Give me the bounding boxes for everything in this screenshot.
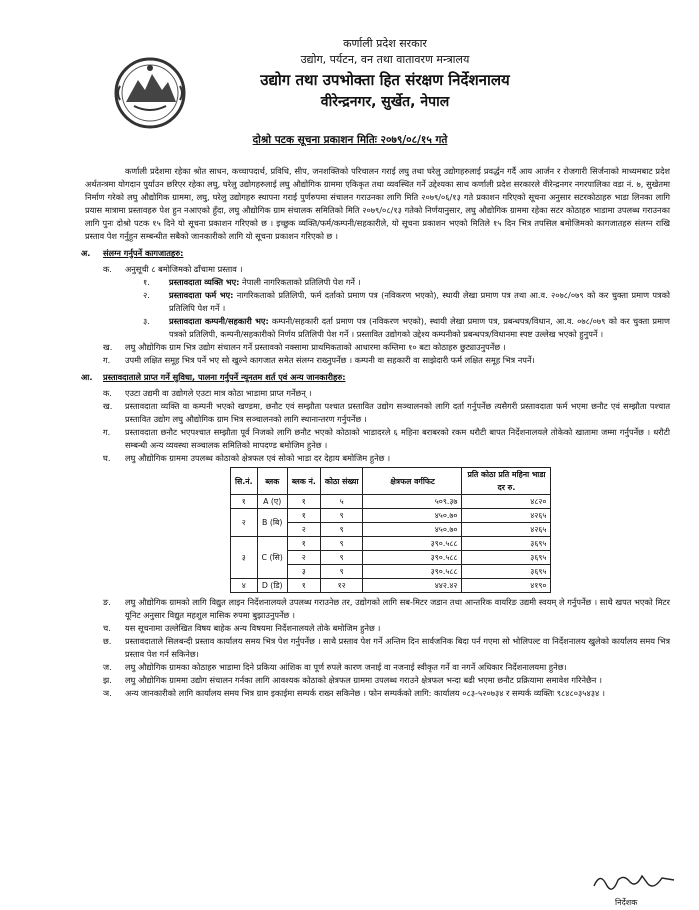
- list-item: [85, 674, 670, 687]
- sub-item-text: नेपाली नागरिकताको प्रतिलिपी पेश गर्ने ।: [239, 277, 361, 287]
- table-cell: C (सि): [257, 537, 287, 579]
- list-item: [85, 687, 670, 700]
- item-text: लघु औद्योगिक ग्राम भित्र उद्योग संचालन गर्ने प्रस्तावको नक्सामा प्राथमिकताको आधारमा कम्तिमा १० बटा कोठाहरु छुट्याउनुपर्नेछ ।: [125, 342, 506, 352]
- sub-item-number: ३.: [143, 316, 150, 326]
- sub-item: [143, 315, 670, 341]
- item-letter: ज.: [103, 662, 112, 672]
- list-item: [85, 635, 670, 661]
- notice-body: [81, 165, 670, 700]
- section-a-label: अ.: [81, 248, 91, 258]
- sub-item-bold: प्रस्तावदाता व्यक्ति भए:: [169, 277, 240, 287]
- item-text: लघु औद्योगिक ग्रामका कोठाहरु भाडामा दिने प्रकिया आंशिक वा पूर्ण रुपले कारण जनाई वा नजनाई स्वीकृत गर्ने वा नगर्ने अधिकार निर्देशनालयमा हुनेछ।: [125, 662, 567, 672]
- list-item: [85, 387, 670, 400]
- table-cell: ४५०.७०: [363, 509, 462, 523]
- item-letter: घ.: [103, 453, 111, 463]
- sub-item-bold: प्रस्तावदाता कम्पनी/सहकारी भए:: [169, 316, 269, 326]
- table-cell: २: [287, 523, 320, 537]
- sub-item: [143, 276, 670, 289]
- item-text: अन्य जानकारीको लागि कार्यालय समय भित्र ग्राम इकाईमा सम्पर्क राख्न सकिनेछ । फोन सम्पर्कको लागि: कार्यालय ०८३-५२०७३४ र सम्पर्क व्यक्तिः ९८४८०३५४३४ ।: [125, 688, 605, 698]
- item-text: एउटा उद्यमी वा उद्योगले एउटा मात्र कोठा भाडामा प्राप्त गर्नेछन् ।: [125, 388, 312, 398]
- item-letter: ङ.: [103, 597, 111, 607]
- section-b-label: आ.: [81, 372, 93, 382]
- list-item: [85, 622, 670, 635]
- item-letter: छ.: [103, 636, 112, 646]
- section-b-heading: [81, 371, 670, 384]
- nepal-emblem-icon: [112, 56, 188, 130]
- table-cell: १२: [320, 579, 363, 593]
- sub-item-text: कम्पनी/सहकारी दर्ता प्रमाण पत्र (नविकरण भएको), स्थायी लेखा प्रमाण पत्र, प्रबन्धपत्र/विधान, आ.व. ०७८/०७९ को कर चुक्ता प्रमाण पत्रको प्रतिलिपी, कम्पनी/सहकारीको निर्णय प्रतिलिपी पेश गर्ने । प्रस्तावित उद्योगको उद्देश्य कम्पनीको प्रबन्धपत्र/विधानमा स्पष्ट उल्लेख भएको हुनुपर्ने ।: [169, 316, 670, 339]
- office-address: वीरेन्द्रनगर, सुर्खेत, नेपाल: [320, 94, 450, 110]
- table-cell: ३६९५: [462, 565, 551, 579]
- table-row: [231, 509, 551, 523]
- table-cell: ४१९०: [462, 579, 551, 593]
- sub-item-number: २.: [143, 290, 150, 300]
- table-cell: ४८२०: [462, 495, 551, 509]
- item-text: उपमी लक्षित समूह भित्र पर्ने भए सो खुल्ने कागजात समेत संलग्न राख्नुपर्नेछ । कम्पनी वा सहकारी वा साझेदारी फर्म लक्षित समूह भित्र नपर्ने।: [125, 355, 535, 365]
- rate-table: [230, 467, 551, 593]
- sub-item-number: १.: [143, 277, 150, 287]
- table-header: ब्लक: [257, 468, 287, 495]
- ministry-name: उद्योग, पर्यटन, वन तथा वातावरण मन्त्रालय: [300, 53, 470, 66]
- table-cell: ४४२.४२: [363, 579, 462, 593]
- section-a-heading: [81, 247, 670, 260]
- table-cell: ९: [320, 551, 363, 565]
- list-item: [85, 354, 670, 367]
- list-item: [85, 426, 670, 452]
- table-cell: ९: [320, 509, 363, 523]
- item-text: यस सूचनामा उल्लेखित विषय बाहेक अन्य विषयमा निर्देशनालयले तोके बमोजिम हुनेछ ।: [125, 623, 381, 633]
- table-header: क्षेत्रफल वर्गफिट: [363, 468, 462, 495]
- item-letter: ख.: [103, 342, 113, 352]
- table-row: [231, 495, 551, 509]
- item-letter: ख.: [103, 401, 113, 411]
- item-text: लघु औद्योगिक ग्राममा उद्योग संचालन गर्नका लागि आवश्यक कोठाको क्षेत्रफल ग्राममा उपलब्ध गराउने क्षेत्रफल भन्दा बढी भएमा छनौट प्रक्रियामा समावेश गरिनेछैन ।: [125, 675, 602, 685]
- table-cell: ३: [287, 565, 320, 579]
- intro-paragraph: कर्णाली प्रदेशमा रहेका श्रोत साधन, कच्चापदार्थ, प्रविधि, सीप, जनशक्तिको परिचालन गराई लघु तथा घरेलु उद्योगहरुलाई प्रवर्द्धन गर्दै आय आर्जन र रोजगारी सिर्जनाको माध्यमबाट प्रदेश अर्थतन्त्रमा योगदान पुर्याउन छरिएर रहेका लघु, घरेलु उद्योगहरुलाई लघु औद्योगिक ग्राममा एकिकृत तथा व्यवस्थित गर्ने उद्देश्यका साथ कर्णाली प्रदेश सरकारले वीरेन्द्रनगर नगरपालिका वडा नं. ७, सुखेतमा निर्माण गरेको लघु औद्योगिक ग्राममा, लघु, घरेलु उद्योगहरु स्थापना गराई पुर्णरुपमा संचालन गराउनका लागि मिति २०७९/०६/१३ गते प्रकाशन गरिएको सूचना अनुसार सटरकोठाहरु भाडा लिनका लागि प्रयास मात्रामा प्रस्तावहरु पेश हुन नआएको हुँदा, लघु औद्योगिक ग्राम संचालक समितिको मिति २०७९/०८/१३ गतेको निर्णयानुसार, लघु औद्योगिक ग्राममा रहेका सटर कोठाहरु भाडामा उपलब्ध गराउनका लागि पुनः दोश्रो पटक १५ दिने यो सूचना प्रकाशन गरिएको छ । इच्छुक व्यक्ति/फर्म/कम्पनी/सहकारीले, यो सूचना प्रकाशन भएको मितिले १५ दिन भित्र तपसिल बमोजिमको कागजातहरु संलग्न राखि प्रस्ताव पेश गर्नुहुन सम्बन्धीत सबैको जानकारीको लागि यो सूचना प्रकाशन गरिएको छ ।: [85, 166, 670, 241]
- table-cell: ३९०.५८८: [363, 551, 462, 565]
- table-cell: ५: [320, 495, 363, 509]
- table-cell: ४५०.७०: [363, 523, 462, 537]
- list-item: [85, 452, 670, 465]
- item-text: प्रस्तावदाता छनौट भएपश्चात सम्झौता पूर्व निजको लागि छनौट भएको कोठाको भाडादरले ६ महिना बराबरको रकम धरौटी बापत निर्देशनालयले तोकेको खातामा जम्मा गर्नुपर्नेछ । धरौटी सम्बन्धी अन्य व्यवस्था सञ्चालक समितिको मापदण्ड बमोजिम हुनेछ ।: [125, 427, 670, 450]
- item-letter: ग.: [103, 355, 111, 365]
- item-text: लघु औद्योगिक ग्रामको लागि विद्युत लाइन निर्देशनालयले उपलब्ध गराउनेछ तर, उद्योगको लागि सब-मिटर जडान तथा आन्तरिक वायरिङ उद्यमी स्वयम् ले गर्नुपर्नेछ । साथै खपत भएको मिटर यूनिट अनुसार विद्युत महशुल मासिक रुपमा बुझाउनुपर्नेछ ।: [125, 597, 670, 620]
- sub-item-bold: प्रस्तावदाता फर्म भए:: [169, 290, 234, 300]
- table-cell: १: [287, 537, 320, 551]
- table-cell: ३९०.५८८: [363, 537, 462, 551]
- table-header: सि.नं.: [231, 468, 258, 495]
- item-letter: ग.: [103, 427, 111, 437]
- table-cell: ९: [320, 565, 363, 579]
- table-cell: ५०९.३७: [363, 495, 462, 509]
- list-item: [85, 341, 670, 354]
- section-b-title: प्रस्तावदाताले प्राप्त गर्ने सुविधा, पालना गर्नुपर्ने न्यूनतम शर्त एवं अन्य जानकारीहरु:: [103, 372, 346, 382]
- item-text: प्रस्तावदाताले सिलबन्दी प्रस्ताव कार्यालय समय भित्र पेश गर्नुपर्नेछ । साथै प्रस्ताव पेश गर्ने अन्तिम दिन सार्वजनिक बिदा पर्न गएमा सो भोलिपल्ट वा निर्देशनालय खुलेको कार्यालय समय भित्र प्रस्ताव पेश गर्न सकिनेछ।: [125, 636, 670, 659]
- table-cell: ३६९५: [462, 551, 551, 565]
- signature-caption: निर्देशक: [615, 898, 638, 907]
- table-cell: २: [287, 551, 320, 565]
- table-cell: १: [287, 495, 320, 509]
- table-cell: ४२६५: [462, 509, 551, 523]
- table-header: ब्लक नं.: [287, 468, 320, 495]
- signature-image: [590, 868, 680, 892]
- table-cell: ३९०.५८८: [363, 565, 462, 579]
- list-item: [85, 400, 670, 426]
- sub-item-text: नागरिकताको प्रतिलिपी, फर्म दर्ताको प्रमाण पत्र (नविकरण भएको), स्थायी लेखा प्रमाण पत्र तथा आ.व. २०७८/०७९ को कर चुक्ता प्रमाण पत्रको प्रतिलिपि पेश गर्ने ।: [169, 290, 670, 313]
- table-cell: ९: [320, 523, 363, 537]
- table-cell: ४२६५: [462, 523, 551, 537]
- directorate-name: उद्योग तथा उपभोक्ता हित संरक्षण निर्देशनालय: [260, 71, 510, 89]
- item-letter: ञ.: [103, 688, 112, 698]
- list-item: [85, 263, 670, 276]
- table-cell: ९: [320, 537, 363, 551]
- table-cell: १: [287, 579, 320, 593]
- table-cell: २: [231, 509, 258, 537]
- table-cell: B (बि): [257, 509, 287, 537]
- notice-title: दोश्रो पटक सूचना प्रकाशन मितिः २०७९/०८/१५ गते: [252, 134, 448, 146]
- sub-item: [143, 289, 670, 315]
- table-row: [231, 537, 551, 551]
- government-name: कर्णाली प्रदेश सरकार: [343, 37, 427, 50]
- table-cell: १: [287, 509, 320, 523]
- table-cell: ४: [231, 579, 258, 593]
- item-text: अनुसूची ८ बमोजिमको ढाँचामा प्रस्ताव ।: [125, 264, 243, 274]
- table-header: प्रति कोठा प्रति महिना भाडा दर रु.: [462, 468, 551, 495]
- item-text: प्रस्तावदाता व्यक्ति वा कम्पनी भएको खण्डमा, छनौट एवं सम्झौता पश्चात प्रस्तावित उद्योग सञ्चालनको लागि दर्ता गर्नुपर्नेछ त्यसैगरी प्रस्तावदाता फर्म भएमा छनौट एवं सम्झौता पश्चात प्रस्तावित उद्योग लघु औद्योगिक ग्राम भित्र सञ्चालनको लागि स्थानान्तरण गर्नुपर्नेछ ।: [125, 401, 670, 424]
- section-a-title: संलग्न गर्नुपर्ने कागजातहरु:: [103, 248, 184, 258]
- table-cell: ३: [231, 537, 258, 579]
- table-cell: A (ए): [257, 495, 287, 509]
- item-text: लघु औद्योगिक ग्राममा उपलब्ध कोठाको क्षेत्रफल एवं सोको भाडा दर देहाय बमोजिम हुनेछ ।: [125, 453, 391, 463]
- item-letter: च.: [103, 623, 111, 633]
- table-header: कोठा संख्या: [320, 468, 363, 495]
- table-cell: १: [231, 495, 258, 509]
- item-letter: झ.: [103, 675, 112, 685]
- table-cell: ३६९५: [462, 537, 551, 551]
- list-item: [85, 596, 670, 622]
- item-letter: क.: [103, 388, 112, 398]
- table-cell: D (डि): [257, 579, 287, 593]
- list-item: [85, 661, 670, 674]
- table-row: [231, 579, 551, 593]
- item-letter: क.: [103, 264, 112, 274]
